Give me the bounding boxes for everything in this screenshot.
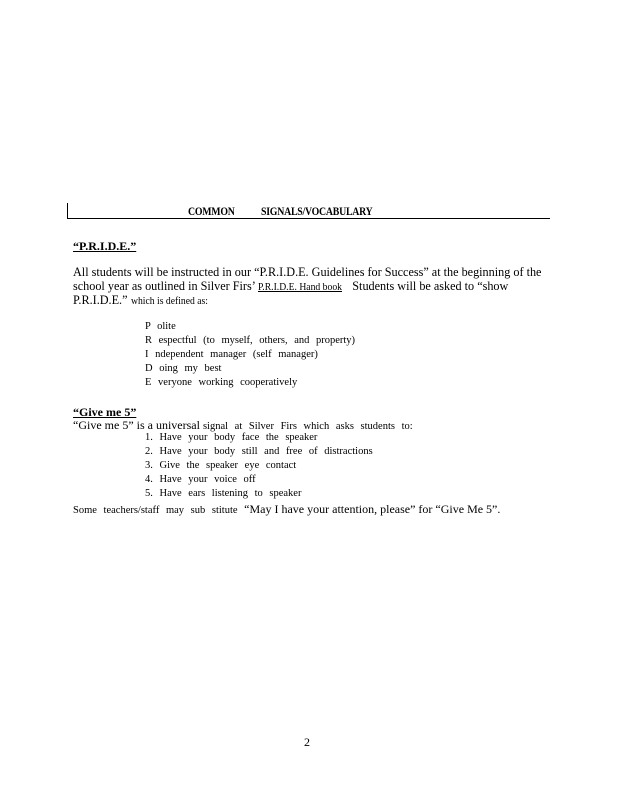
acrostic-letter: R bbox=[145, 335, 153, 346]
acrostic-item bbox=[145, 363, 221, 374]
acrostic-item bbox=[145, 335, 355, 346]
give-me-5-step: 3. Give the speaker eye contact bbox=[145, 460, 297, 471]
give-me-5-intro-mid: is a universal bbox=[136, 418, 200, 432]
pride-paragraph-line-2 bbox=[73, 279, 508, 294]
give-me-5-section-title: “Give me 5” bbox=[73, 405, 137, 419]
pride-handbook-reference: P.R.I.D.E. Hand book bbox=[257, 282, 342, 293]
acrostic-letter: D bbox=[145, 363, 153, 374]
give-me-5-step: 2. Have your body still and free of distractions bbox=[145, 446, 373, 457]
acrostic-rest: oing my best bbox=[159, 363, 222, 374]
give-me-5-step: 1. Have your body face the speaker bbox=[145, 432, 318, 443]
give-me-5-step: 5. Have ears listening to speaker bbox=[145, 488, 302, 499]
heading-common: COMMON bbox=[188, 204, 235, 218]
give-me-5-intro bbox=[73, 418, 413, 433]
closing-quote-text: “May I have your attention, please” for “Give Me 5”. bbox=[244, 502, 501, 516]
acrostic-item bbox=[145, 349, 318, 360]
acrostic-rest: espectful (to myself, others, and property) bbox=[158, 335, 356, 346]
pride-paragraph-line-3 bbox=[73, 293, 214, 308]
acrostic-item bbox=[145, 377, 297, 388]
acrostic-item bbox=[145, 321, 176, 332]
closing-small-text: Some teachers/staff may sub stitute bbox=[73, 505, 238, 516]
pride-section-title: “P.R.I.D.E.” bbox=[73, 239, 137, 253]
heading-signals-vocabulary: SIGNALS/VOCABULARY bbox=[261, 204, 373, 218]
acrostic-rest: veryone working cooperatively bbox=[158, 377, 298, 388]
page-number: 2 bbox=[304, 735, 310, 749]
pride-line2-post: Students will be asked to “show bbox=[352, 279, 509, 293]
pride-line3-pre: P.R.I.D.E.” bbox=[73, 293, 128, 307]
acrostic-letter: P bbox=[145, 321, 151, 332]
pride-line2-pre: school year as outlined in Silver Firs’ bbox=[73, 279, 255, 293]
acrostic-rest: olite bbox=[157, 321, 176, 332]
heading-left-border bbox=[67, 203, 68, 219]
give-me-5-closing bbox=[73, 502, 500, 517]
give-me-5-intro-quote: “Give me 5” bbox=[73, 418, 134, 432]
give-me-5-intro-rest: signal at Silver Firs which asks students to: bbox=[202, 421, 413, 432]
pride-paragraph-line-1: All students will be instructed in our “P.R.I.D.E. Guidelines for Success” at the beginning of the bbox=[73, 265, 542, 279]
acrostic-letter: I bbox=[145, 349, 149, 360]
pride-line3-post: which is defined as: bbox=[130, 296, 208, 307]
acrostic-rest: ndependent manager (self manager) bbox=[155, 349, 318, 360]
acrostic-letter: E bbox=[145, 377, 152, 388]
give-me-5-step: 4. Have your voice off bbox=[145, 474, 256, 485]
